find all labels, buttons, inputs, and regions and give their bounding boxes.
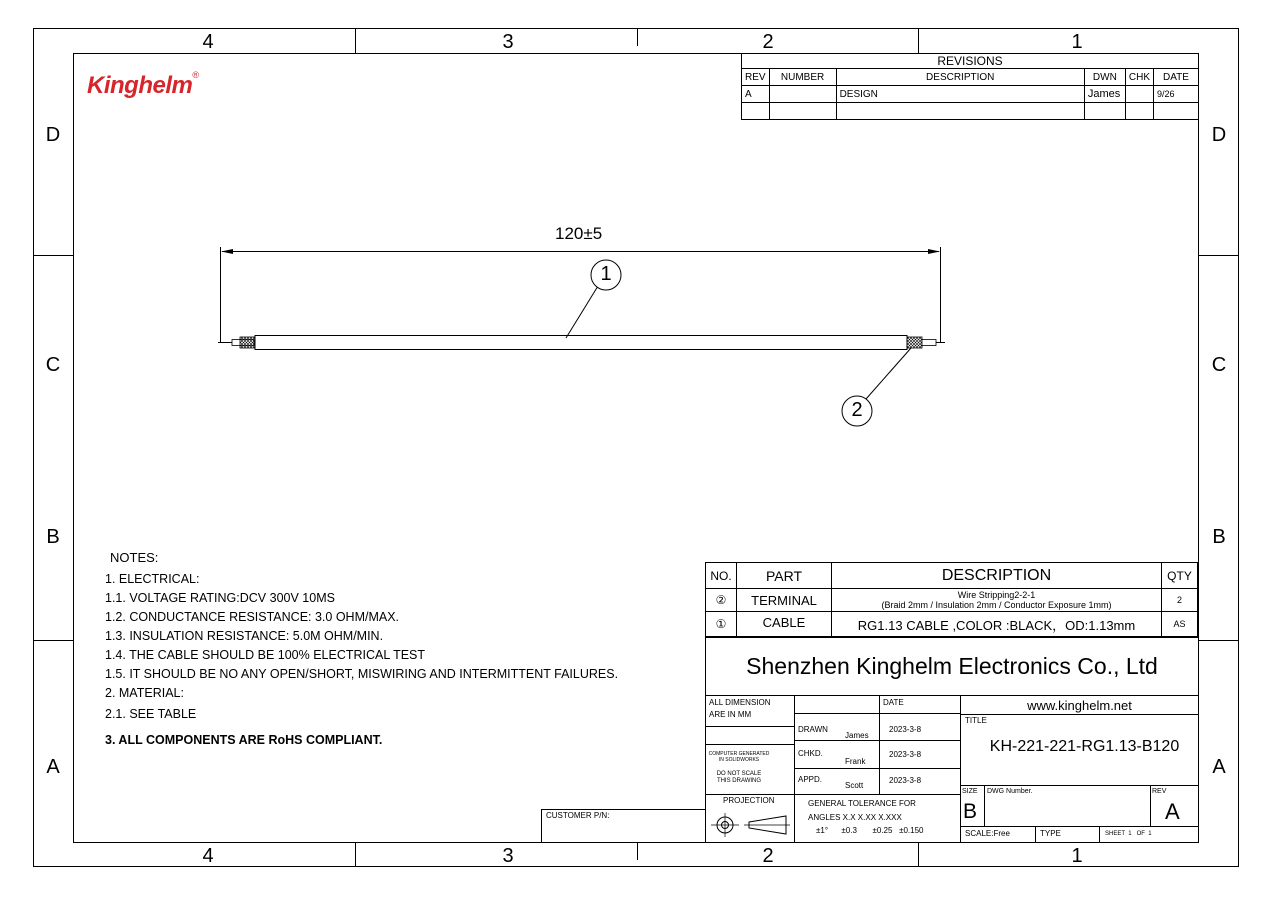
rev-cell bbox=[1125, 86, 1153, 103]
zone-row-label: B bbox=[1212, 526, 1226, 548]
parts-row-description: RG1.13 CABLE ,COLOR :BLACK，OD:1.13mm bbox=[832, 612, 1162, 637]
computer-generated-note: COMPUTER GENERATED bbox=[708, 751, 770, 757]
notes-title: NOTES: bbox=[110, 550, 159, 565]
company-name: Shenzhen Kinghelm Electronics Co., Ltd bbox=[746, 653, 1158, 679]
zone-divider bbox=[1199, 255, 1239, 256]
rev-cell bbox=[769, 103, 836, 120]
leader-line-1 bbox=[566, 286, 598, 338]
note-line: 3. ALL COMPONENTS ARE RoHS COMPLIANT. bbox=[105, 733, 383, 747]
note-line: 1. ELECTRICAL: bbox=[105, 572, 200, 586]
do-not-scale-note: DO NOT SCALE bbox=[716, 771, 762, 777]
note-line: 1.1. VOLTAGE RATING:DCV 300V 10MS bbox=[105, 591, 335, 605]
appd-date: 2023-3-8 bbox=[889, 776, 922, 785]
zone-col-label: 2 bbox=[762, 845, 774, 867]
parts-header-qty: QTY bbox=[1162, 563, 1198, 589]
revisions-title: REVISIONS bbox=[742, 54, 1199, 69]
rev-cell: DESIGN bbox=[836, 86, 1084, 103]
rev-header: DESCRIPTION bbox=[836, 69, 1084, 86]
zone-divider bbox=[33, 640, 73, 641]
parts-row-part: TERMINAL bbox=[737, 589, 832, 612]
dwg-number-label: DWG Number. bbox=[987, 788, 1033, 795]
zone-col-label: 3 bbox=[502, 845, 514, 867]
sheet-label: SHEET 1 OF 1 bbox=[1105, 831, 1152, 837]
braid-right bbox=[907, 337, 922, 348]
rev-cell: A bbox=[742, 86, 770, 103]
projection-label: PROJECTION bbox=[723, 796, 775, 805]
parts-header-no: NO. bbox=[706, 563, 737, 589]
rev-cell: 9/26 bbox=[1154, 86, 1199, 103]
leader-line-2 bbox=[866, 348, 911, 399]
desc-line: (Braid 2mm / Insulation 2mm / Conductor Exposure 1mm) bbox=[881, 600, 1112, 610]
parts-row-no: ② bbox=[706, 589, 737, 612]
zone-row-label: A bbox=[46, 756, 60, 778]
tolerance-values: ±1° ±0.3 ±0.25 ±0.150 bbox=[816, 826, 924, 835]
parts-header-part: PART bbox=[737, 563, 832, 589]
zone-divider bbox=[33, 255, 73, 256]
parts-header-description: DESCRIPTION bbox=[832, 563, 1162, 589]
parts-row-description bbox=[832, 589, 1162, 612]
rev-header: NUMBER bbox=[769, 69, 836, 86]
revisions-table bbox=[741, 54, 1199, 120]
cable-drawing bbox=[200, 215, 960, 435]
rev-cell: James bbox=[1084, 86, 1125, 103]
zone-divider bbox=[355, 843, 356, 867]
zone-row-label: C bbox=[45, 354, 61, 376]
zone-col-label: 1 bbox=[1071, 31, 1083, 53]
rev-header: DWN bbox=[1084, 69, 1125, 86]
note-line: 1.3. INSULATION RESISTANCE: 5.0M OHM/MIN. bbox=[105, 629, 384, 643]
zone-divider bbox=[355, 28, 356, 53]
note-line: 2. MATERIAL: bbox=[105, 686, 184, 700]
zone-col-label: 1 bbox=[1071, 845, 1083, 867]
zone-col-label: 4 bbox=[202, 31, 214, 53]
parts-row-qty: AS bbox=[1162, 612, 1198, 637]
drawn-label: DRAWN bbox=[798, 725, 828, 734]
rev-cell bbox=[1125, 103, 1153, 120]
this-drawing-note: THIS DRAWING bbox=[716, 778, 762, 784]
zone-divider bbox=[1199, 640, 1239, 641]
blank-cell bbox=[794, 695, 880, 714]
size-value: B bbox=[963, 800, 978, 823]
zone-row-label: A bbox=[1212, 756, 1226, 778]
blank-left-cell bbox=[705, 726, 795, 745]
website: www.kinghelm.net bbox=[1027, 698, 1132, 713]
appd-name: Scott bbox=[845, 781, 864, 790]
rev-label: REV bbox=[1152, 788, 1167, 795]
parts-row-no: ① bbox=[706, 612, 737, 637]
rev-cell bbox=[1154, 103, 1199, 120]
note-line: 1.4. THE CABLE SHOULD BE 100% ELECTRICAL TEST bbox=[105, 648, 426, 662]
size-label: SIZE bbox=[962, 788, 978, 795]
arrowhead bbox=[221, 249, 233, 254]
zone-row-label: D bbox=[1211, 124, 1227, 146]
zone-col-label: 3 bbox=[502, 31, 514, 53]
dimension-label: 120±5 bbox=[555, 224, 603, 243]
rev-value: A bbox=[1165, 799, 1180, 824]
note-line: 2.1. SEE TABLE bbox=[105, 707, 197, 721]
insulation-right bbox=[922, 340, 936, 346]
type-label: TYPE bbox=[1040, 829, 1061, 838]
braid-left bbox=[240, 337, 255, 348]
parts-row-part: CABLE bbox=[737, 612, 832, 637]
zone-divider bbox=[637, 28, 638, 46]
rev-header: CHK bbox=[1125, 69, 1153, 86]
in-mm-label: ARE IN MM bbox=[709, 710, 752, 719]
zone-row-label: B bbox=[46, 526, 60, 548]
parts-table bbox=[705, 562, 1198, 637]
date-header: DATE bbox=[883, 698, 904, 707]
tolerance-heads: ANGLES X.X X.XX X.XXX bbox=[808, 813, 902, 822]
zone-divider bbox=[918, 843, 919, 867]
chkd-date: 2023-3-8 bbox=[889, 750, 922, 759]
drawn-name: James bbox=[845, 731, 869, 740]
zone-row-label: D bbox=[45, 124, 61, 146]
zone-col-label: 4 bbox=[202, 845, 214, 867]
rev-cell bbox=[769, 86, 836, 103]
zone-col-label: 2 bbox=[762, 31, 774, 53]
part-number: KH-221-221-RG1.13-B120 bbox=[989, 738, 1180, 755]
solidworks-note: IN SOLIDWORKS bbox=[718, 757, 760, 763]
customer-pn-label: CUSTOMER P/N: bbox=[546, 811, 610, 820]
chkd-label: CHKD. bbox=[798, 749, 823, 758]
drawn-date: 2023-3-8 bbox=[889, 725, 922, 734]
balloon-2-label: 2 bbox=[851, 399, 863, 421]
balloon-1-label: 1 bbox=[600, 263, 612, 285]
appd-label: APPD. bbox=[798, 775, 823, 784]
zone-divider bbox=[918, 28, 919, 53]
all-dimension-label: ALL DIMENSION bbox=[709, 698, 771, 707]
rev-cell bbox=[742, 103, 770, 120]
cable-jacket bbox=[255, 336, 907, 350]
rev-cell bbox=[836, 103, 1084, 120]
third-angle-projection-icon bbox=[706, 808, 791, 838]
rev-cell bbox=[1084, 103, 1125, 120]
rev-header: REV bbox=[742, 69, 770, 86]
note-line: 1.2. CONDUCTANCE RESISTANCE: 3.0 OHM/MAX. bbox=[105, 610, 400, 624]
parts-row-qty: 2 bbox=[1162, 589, 1198, 612]
zone-divider bbox=[637, 843, 638, 860]
rev-header: DATE bbox=[1154, 69, 1199, 86]
scale-label: SCALE:Free bbox=[965, 829, 1010, 838]
chkd-name: Frank bbox=[845, 757, 866, 766]
tolerance-title: GENERAL TOLERANCE FOR bbox=[808, 799, 916, 808]
desc-line: Wire Stripping2-2-1 bbox=[957, 590, 1036, 600]
notes-list bbox=[105, 570, 618, 750]
arrowhead bbox=[928, 249, 940, 254]
note-line: 1.5. IT SHOULD BE NO ANY OPEN/SHORT, MISWIRING AND INTERMITTENT FAILURES. bbox=[105, 667, 619, 681]
zone-row-label: C bbox=[1211, 354, 1227, 376]
kinghelm-logo: Kinghelm® bbox=[87, 70, 199, 99]
title-label: TITLE bbox=[965, 716, 987, 725]
